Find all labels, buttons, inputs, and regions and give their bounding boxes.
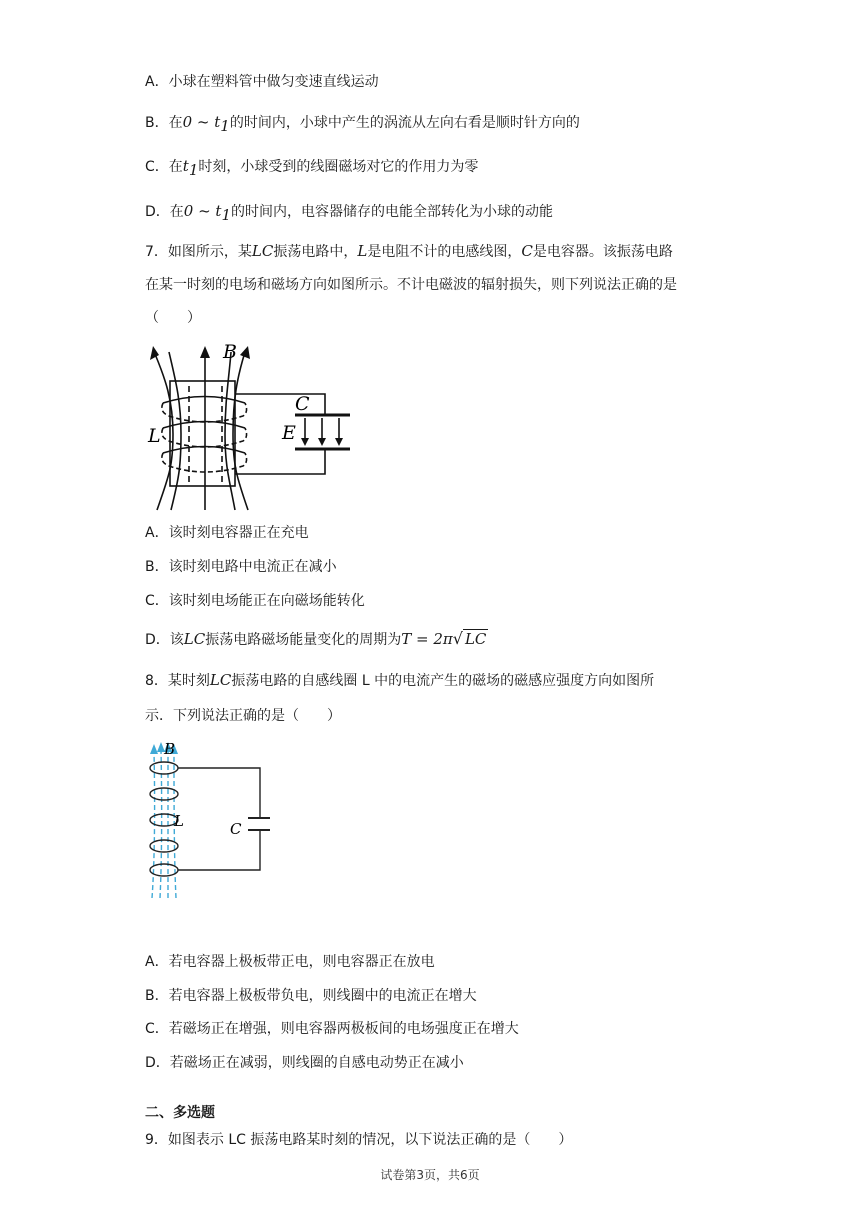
b-field-arrowhead <box>150 744 158 754</box>
q7-option-c: C．该时刻电场能正在向磁场能转化 <box>145 593 365 609</box>
q6-option-d-sub: 1 <box>221 205 232 224</box>
label-e: E <box>282 422 296 444</box>
q6-option-d-prefix: D．在 <box>145 204 184 220</box>
wire-bottom <box>235 450 325 474</box>
q7-stem-line1 <box>145 241 673 262</box>
q7-lc: LC <box>251 242 274 260</box>
q6-option-c-prefix: C．在 <box>145 159 183 175</box>
q9-stem: 9．如图表示 LC 振荡电路某时刻的情况，以下说法正确的是（ ） <box>145 1132 573 1148</box>
q8-text: 振荡电路的自感线圈 L 中的电流产生的磁场的磁感应强度方向如图所 <box>231 673 655 689</box>
q6-option-c-text: 时刻，小球受到的线圈磁场对它的作用力为零 <box>198 159 479 175</box>
q6-option-b-sub: 1 <box>220 116 230 135</box>
q6-option-d-text: 的时间内，电容器储存的电能全部转化为小球的动能 <box>231 204 554 220</box>
label-l: L <box>148 425 161 447</box>
b-field-arrowhead <box>200 346 210 358</box>
q8-option-b: B．若电容器上极板带负电，则线圈中的电流正在增大 <box>145 988 477 1004</box>
q7-option-d: D．该LC振荡电路磁场能量变化的周期为T = 2π√ LC <box>145 629 487 648</box>
label-c: C <box>230 820 242 838</box>
wire-top <box>235 394 325 414</box>
q8-option-a: A．若电容器上极板带正电，则电容器正在放电 <box>145 954 435 970</box>
label-b: B <box>223 341 237 363</box>
q7-option-d-text: 振荡电路磁场能量变化的周期为 <box>205 632 402 648</box>
q6-option-d <box>145 201 553 225</box>
q7-text: 是电阻不计的电感线图， <box>367 244 522 260</box>
wire-bottom <box>178 830 260 870</box>
e-field-arrowhead <box>301 438 309 446</box>
q6-option-d-math: 0 ~ t <box>183 202 222 220</box>
q7-circuit-figure <box>145 338 365 513</box>
q7-text: 是电容器。该振荡电路 <box>532 244 673 260</box>
e-field-arrowhead <box>335 438 343 446</box>
q7-text: 振荡电路中， <box>273 244 358 260</box>
q6-option-b <box>145 112 580 136</box>
q7-option-b: B．该时刻电路中电流正在减小 <box>145 559 337 575</box>
q7-option-d-lc: LC <box>183 630 206 648</box>
q8-stem-line1 <box>145 670 654 691</box>
q7-option-d-root: LC <box>464 630 487 648</box>
q8-stem-line2: 示．下列说法正确的是（ ） <box>145 708 341 724</box>
q7-option-d-prefix: D．该 <box>145 632 184 648</box>
label-l: L <box>174 812 184 830</box>
e-field-arrowhead <box>318 438 326 446</box>
q7-option-d-formula: T = 2π <box>401 630 453 648</box>
q8-lc: LC <box>209 671 232 689</box>
q6-option-b-prefix: B．在 <box>145 115 183 131</box>
coil-turn <box>163 397 245 404</box>
q8-option-c: C．若磁场正在增强，则电容器两极板间的电场强度正在增大 <box>145 1021 519 1037</box>
q6-option-b-text: 的时间内，小球中产生的涡流从左向右看是顺时针方向的 <box>229 115 580 131</box>
q7-text: 7．如图所示，某 <box>145 244 252 260</box>
q6-option-a: A．小球在塑料管中做匀变速直线运动 <box>145 74 379 90</box>
section-title: 二、多选题 <box>145 1105 215 1121</box>
q6-option-b-math: 0 ~ t <box>182 113 221 131</box>
q6-option-c <box>145 156 478 180</box>
q6-option-c-sub: 1 <box>188 160 199 179</box>
q8-circuit-figure <box>140 738 270 900</box>
q7-option-a: A．该时刻电容器正在充电 <box>145 525 309 541</box>
q7-stem-line3: （ ） <box>145 310 201 326</box>
q6-option-c-math: t <box>182 157 189 175</box>
q8-option-d: D．若磁场正在减弱，则线圈的自感电动势正在减小 <box>145 1055 464 1071</box>
q7-l: L <box>357 242 368 260</box>
label-b: B <box>164 740 176 758</box>
wire-top <box>178 768 260 818</box>
label-c: C <box>295 393 310 415</box>
page-footer: 试卷第3页，共6页 <box>380 1168 480 1182</box>
b-field-arrowhead <box>150 346 159 360</box>
b-field-arrowhead <box>240 346 250 359</box>
q7-stem-line2: 在某一时刻的电场和磁场方向如图所示。不计电磁波的辐射损失，则下列说法正确的是 <box>145 277 677 293</box>
q8-text: 8．某时刻 <box>145 673 210 689</box>
q7-c: C <box>521 242 533 260</box>
